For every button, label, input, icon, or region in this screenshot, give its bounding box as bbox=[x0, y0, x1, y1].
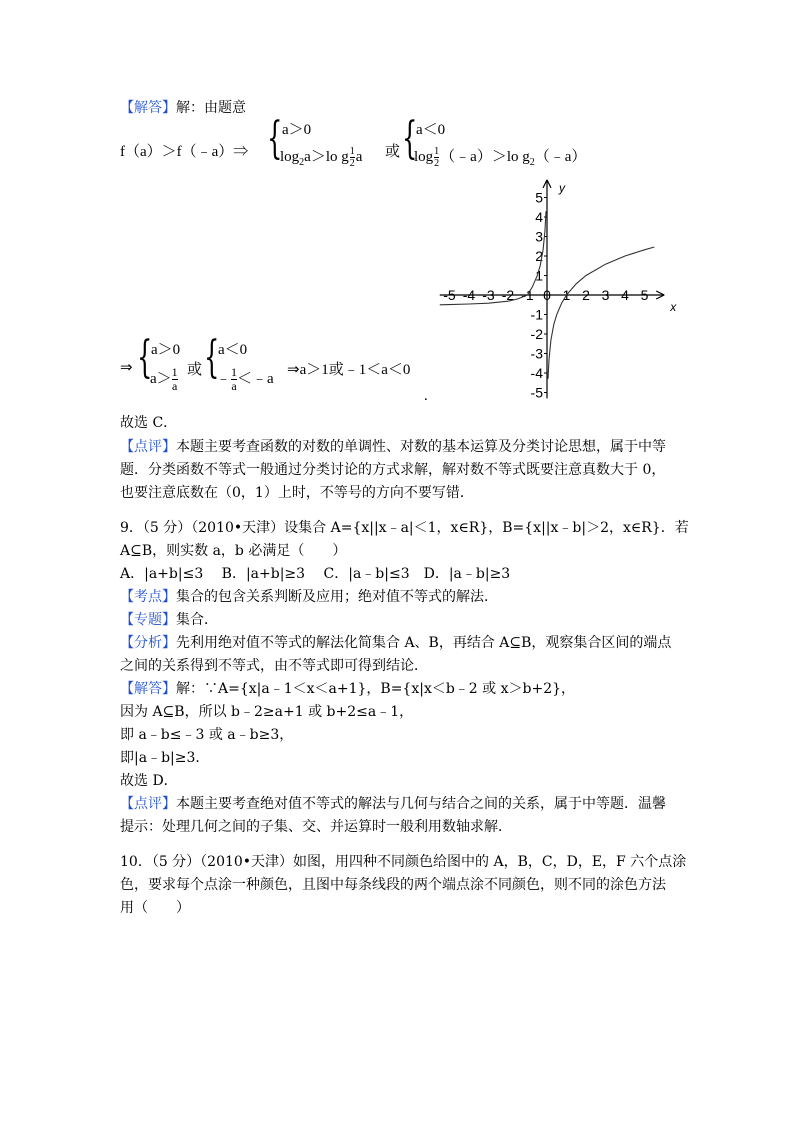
q9-options: A．|a+b|≤3 B．|a+b|≥3 C．|a﹣b|≤3 D．|a﹣b|≥3 bbox=[120, 566, 511, 582]
q9-answer-line-1: 【解答】解：∵A={x|a﹣1＜x＜a+1}，B={x|x＜b﹣2 或 x＞b+2}， bbox=[120, 681, 576, 697]
x-tick-label: -4 bbox=[462, 287, 476, 303]
formula-1-left: f（a）＞f（﹣a）⇒ bbox=[120, 144, 249, 160]
topic-tag: 【专题】 bbox=[120, 612, 176, 628]
y-tick-label: 2 bbox=[535, 248, 543, 264]
q10-stem-line-2: 色，要求每个点涂一种颜色，且图中每条线段的两个端点涂不同颜色，则不同的涂色方法 bbox=[120, 877, 666, 893]
y-tick-label: 5 bbox=[535, 189, 543, 206]
q9-stem-line-1: 9．（5 分）（2010•天津）设集合 A={x||x﹣a|＜1，x∈R}，B={x||x﹣b|＞2，x∈R}．若 bbox=[120, 520, 689, 536]
q10-stem-line-1: 10．（5 分）（2010•天津）如图，用四种不同颜色给图中的 A，B，C，D，E，F 六个点涂 bbox=[120, 854, 687, 870]
y-tick-label: -1 bbox=[530, 306, 543, 323]
y-tick-label: 3 bbox=[535, 228, 543, 245]
analysis-tag: 【分析】 bbox=[120, 635, 176, 651]
comment-tag: 【点评】 bbox=[120, 439, 176, 455]
x-tick-label: -2 bbox=[501, 287, 515, 303]
answer-tag: 【解答】 bbox=[120, 100, 176, 116]
q8-answer-heading bbox=[120, 98, 246, 118]
formula-1-case2-top: a＜0 bbox=[416, 122, 446, 138]
x-tick-label: -1 bbox=[521, 287, 534, 303]
formula-2-or: 或 bbox=[187, 362, 203, 378]
brace: { bbox=[402, 113, 418, 164]
formula-1-case2-bottom: log $\frac{1}{2}$ （﹣a）＞lo $g_2(﹣a)$ bbox=[414, 146, 587, 170]
brace: { bbox=[267, 113, 283, 164]
key-point-tag: 【考点】 bbox=[120, 589, 176, 605]
x-tick-label: 4 bbox=[621, 287, 629, 303]
x-axis-label: x bbox=[670, 300, 677, 314]
q8-conclusion: 故选 C． bbox=[120, 415, 178, 431]
q9-answer-line-3: 即 a﹣b≤﹣3 或 a﹣b≥3， bbox=[120, 727, 294, 743]
x-tick-label: 1 bbox=[562, 287, 571, 303]
brace: { bbox=[204, 332, 220, 383]
curve-2 bbox=[548, 295, 567, 379]
q9-answer-line-4: 即|a﹣b|≥3． bbox=[120, 750, 210, 766]
y-tick-label: -3 bbox=[530, 345, 543, 362]
q9-analysis-line-1: 【分析】先利用绝对值不等式的解法化简集合 A、B，再结合 A⊆B，观察集合区间的端点 bbox=[120, 635, 672, 651]
q9-conclusion: 故选 D． bbox=[120, 773, 178, 789]
q8-comment-line-2: 题．分类函数不等式一般通过分类讨论的方式求解，解对数不等式既要注意真数大于 0， bbox=[120, 462, 666, 478]
formula-2-case1-top: a＞0 bbox=[151, 342, 181, 358]
formula-2-arrow: ⇒ bbox=[120, 360, 133, 376]
q9-topic: 【专题】集合． bbox=[120, 612, 218, 628]
formula-2-case2-top: a＜0 bbox=[218, 342, 248, 358]
log-function-graph bbox=[435, 175, 680, 405]
answer-text: 解：由题意 bbox=[176, 100, 246, 116]
formula-2-case1-bottom: a＞ $\frac{1}{a}$ bbox=[150, 365, 178, 393]
q8-comment-line-3: 也要注意底数在（0，1）上时，不等号的方向不要写错． bbox=[120, 485, 474, 501]
formula-1-or: 或 bbox=[385, 144, 401, 160]
x-tick-label: -5 bbox=[443, 287, 456, 303]
dot-mark: . bbox=[424, 388, 428, 404]
comment-tag: 【点评】 bbox=[120, 796, 176, 812]
x-tick-label: 2 bbox=[582, 287, 590, 303]
y-tick-label: -5 bbox=[530, 384, 543, 401]
q8-comment-line-1: 【点评】本题主要考查函数的对数的单调性、对数的基本运算及分类讨论思想，属于中等 bbox=[120, 439, 666, 455]
x-tick-label: -3 bbox=[482, 287, 495, 303]
x-tick-label: 3 bbox=[601, 287, 610, 303]
formula-2-result: ⇒a＞1或﹣1＜a＜0 bbox=[287, 362, 411, 378]
y-tick-label: 4 bbox=[535, 209, 543, 225]
q9-answer-line-2: 因为 A⊆B，所以 b﹣2≥a+1 或 b+2≤a﹣1， bbox=[120, 704, 414, 720]
x-tick-label: 0 bbox=[543, 287, 551, 303]
y-tick-label: 1 bbox=[535, 267, 543, 284]
q9-stem-line-2: A⊆B，则实数 a，b 必满足（ ） bbox=[120, 543, 347, 559]
formula-2-case2-bottom: ﹣ $\frac{1}{a}$ ＜﹣a bbox=[216, 365, 274, 393]
q9-comment-line-1: 【点评】本题主要考查绝对值不等式的解法与几何与结合之间的关系，属于中等题．温馨 bbox=[120, 796, 666, 812]
formula-1-case1-top: a＞0 bbox=[282, 122, 312, 138]
y-tick-label: -2 bbox=[530, 326, 543, 342]
q10-stem-line-3: 用（ ） bbox=[120, 900, 190, 916]
answer-tag: 【解答】 bbox=[120, 681, 176, 697]
q9-analysis-line-2: 之间的关系得到不等式，由不等式即可得到结论． bbox=[120, 658, 428, 674]
q9-comment-line-2: 提示：处理几何之间的子集、交、并运算时一般利用数轴求解． bbox=[120, 819, 512, 835]
brace: { bbox=[137, 332, 153, 383]
formula-1-case1-bottom: $\log_2a>lo$ g $\frac{1}{2}$ a bbox=[280, 146, 363, 170]
y-tick-label: -4 bbox=[530, 365, 543, 381]
x-tick-label: 5 bbox=[640, 287, 649, 303]
y-axis-label: y bbox=[559, 180, 565, 195]
q9-key-point: 【考点】集合的包含关系判断及应用；绝对值不等式的解法． bbox=[120, 589, 498, 605]
